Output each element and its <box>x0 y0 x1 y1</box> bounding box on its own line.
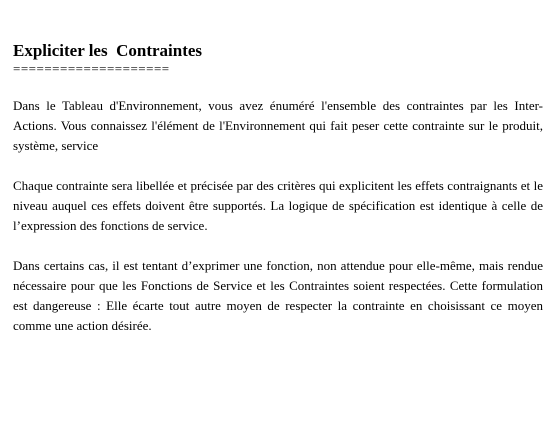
paragraph-environment-constraints: Dans le Tableau d'Environnement, vous avez énuméré l'ensemble des contraintes par les Inter-Actions. Vous connaissez l'élément de l'Environnement qui fait peser cette contrainte sur le produit, système, service <box>13 98 543 153</box>
paragraph-constraint-criteria: Chaque contrainte sera libellée et précisée par des critères qui explicitent les effets contraignants et le niveau auquel ces effets doivent être supportés. La logique de spécification est identique à celle de l’expression des fonctions de service. <box>13 178 543 233</box>
title-underline: ==================== <box>13 61 170 76</box>
document-page <box>13 41 543 336</box>
paragraph-dangerous-formulation: Dans certains cas, il est tentant d’exprimer une fonction, non attendue pour elle-même, mais rendue nécessaire pour que les Fonctions de Service et les Contraintes soient respectées. Cette formulation est dangereuse : Elle écarte tout autre moyen de respecter la contrainte en choisissant ce moyen comme une action désirée. <box>13 258 543 333</box>
document-title: Expliciter les Contraintes <box>13 41 203 60</box>
